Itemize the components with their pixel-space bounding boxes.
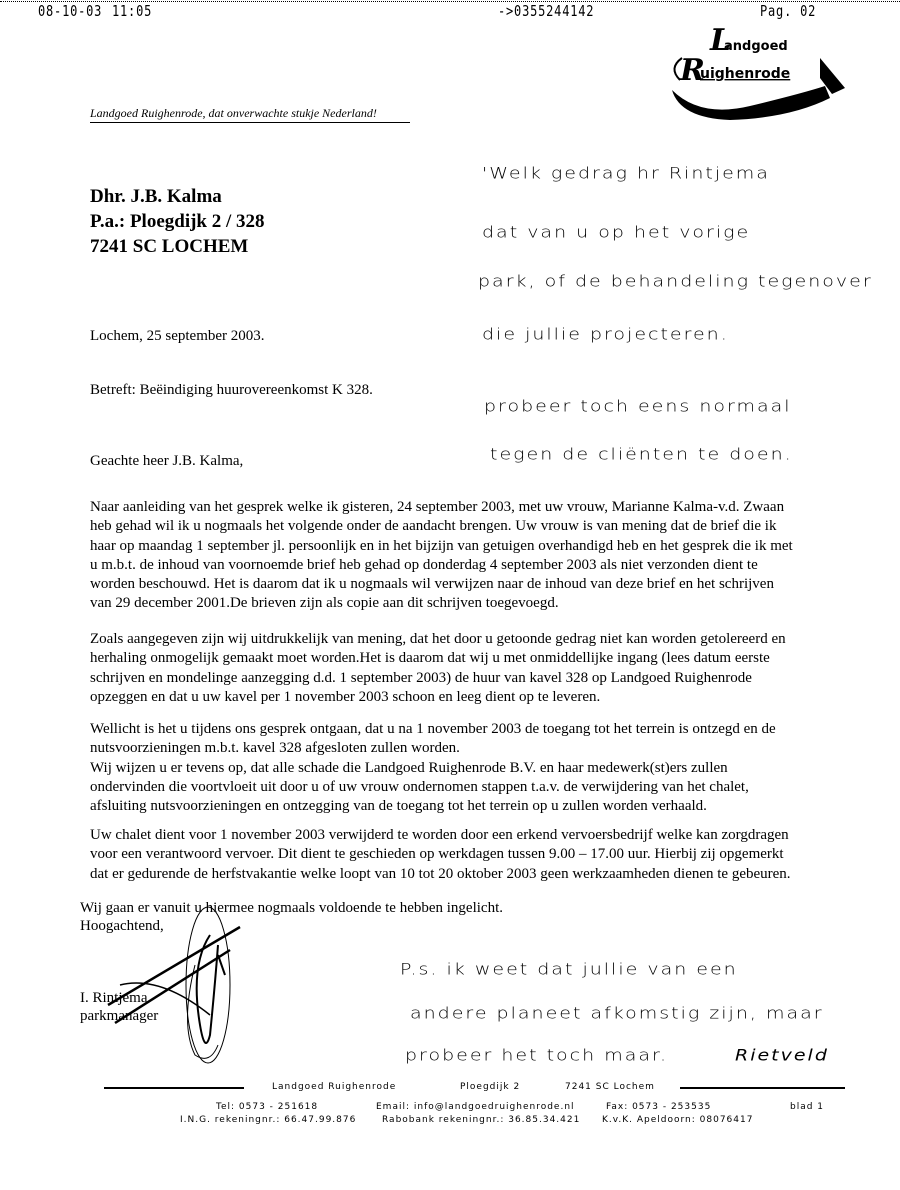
date-line: Lochem, 25 september 2003. <box>90 328 265 344</box>
recipient-address: P.a.: Ploegdijk 2 / 328 <box>90 211 265 232</box>
paragraph-1: Naar aanleiding van het gesprek welke ik gisteren, 24 september 2003, met uw vrouw, Marianne Kalma-v.d. Zwaan heb gehad wil ik u nogmaals het volgende onder de aandacht brengen. Uw vrouw is van mening dat de brief die ik haar op maandag 1 september jl. persoonlijk en in het bijzijn van getuigen overhandigd heb en het gesprek die ik met u m.b.t. de inhoud van voornoemde brief heb gehad op donderdag 4 september 2003 als niet verzonden dient te worden beschouwd. Het is daarom dat ik u nogmaals wil verwijzen naar de inhoud van deze brief en het schrijven van 29 december 2001.De brieven zijn als copie aan dit schrijven toegevoegd. <box>90 499 793 612</box>
footer-tel: Tel: 0573 - 251618 <box>216 1102 319 1112</box>
paragraph-3: Wellicht is het u tijdens ons gesprek ontgaan, dat u na 1 november 2003 de toegang tot het terrein is ontzegd en de nutsvoorzieningen m.b.t. kavel 328 afgesloten zullen worden. Wij wijzen u er tevens op, dat alle schade die Landgoed Ruighenrode B.V. en haar medewerk(st)ers zullen ondervinden die voortvloeit uit door u of uw vrouw ondernomen stappen t.a.v. de verwijdering van het chalet, afsluiting nutsvoorzieningen en ontzegging van de toegang tot het terrein op u zullen worden verhaald. <box>90 721 776 815</box>
handwritten-note-line-1: 'Welk gedrag hr Rintjema <box>482 164 770 183</box>
recipient-name: Dhr. J.B. Kalma <box>90 186 222 207</box>
fax-number: ->0355244142 <box>498 2 595 20</box>
footer-fax: Fax: 0573 - 253535 <box>606 1102 712 1112</box>
handwritten-note-line-3: park, of de behandeling tegenover <box>478 272 873 291</box>
footer-city: 7241 SC Lochem <box>565 1082 655 1092</box>
recipient-city: 7241 SC LOCHEM <box>90 236 249 257</box>
signature-scribble <box>100 905 250 1070</box>
svg-text:L: L <box>710 28 732 58</box>
company-logo <box>660 28 850 123</box>
svg-text:uighenrode: uighenrode <box>700 66 791 82</box>
handwritten-note-line-5: probeer toch eens normaal <box>484 397 792 416</box>
paragraph-4: Uw chalet dient voor 1 november 2003 verwijderd te worden door een erkend vervoersbedrijf welke kan zorgdragen voor een verantwoord vervoer. Dit dient te geschieden op werkdagen tussen 9.00 – 17.00 uur. Hierbij zij opgemerkt dat er gedurende de herfstvakantie welke loopt van 10 tot 20 oktober 2003 geen werkzaamheden dienen te gebeuren. <box>90 827 791 882</box>
subject-line: Betreft: Beëindiging huurovereenkomst K 328. <box>90 382 373 398</box>
footer-company: Landgoed Ruighenrode <box>272 1082 397 1092</box>
footer-kvk: K.v.K. Apeldoorn: 08076417 <box>602 1115 754 1125</box>
handwritten-signature: Rietveld <box>735 1046 829 1065</box>
fax-date: 08-10-03 <box>38 2 103 20</box>
signer-name: I. Rintjema <box>80 990 148 1006</box>
footer-ing: I.N.G. rekeningnr.: 66.47.99.876 <box>180 1115 357 1125</box>
signer-role: parkmanager <box>80 1008 159 1024</box>
fax-page: Pag. 02 <box>760 2 817 20</box>
paragraph-2: Zoals aangegeven zijn wij uitdrukkelijk van mening, dat het door u getoonde gedrag niet kan worden getolereerd en herhaling onmogelijk gemaakt moet worden.Het is daarom dat wij u met onmiddellijke ingang (lees datum eerste schrijven en mondelinge aanzegging d.d. 1 september 2003) de huur van kavel 328 op Landgoed Ruighenrode opzeggen en dat u uw kavel per 1 november 2003 schoon en leeg dient op te leveren. <box>90 631 786 705</box>
closing-line: Wij gaan er vanuit u hiermee nogmaals voldoende te hebben ingelicht. <box>80 900 504 916</box>
closing-greeting: Hoogachtend, <box>80 918 164 934</box>
handwritten-ps-line-1: P.s. ik weet dat jullie van een <box>400 960 738 979</box>
salutation: Geachte heer J.B. Kalma, <box>90 453 244 469</box>
handwritten-note-line-6: tegen de cliënten te doen. <box>490 445 793 464</box>
svg-text:R: R <box>680 53 705 88</box>
svg-text:andgoed: andgoed <box>724 39 788 54</box>
footer-page: blad 1 <box>790 1102 825 1112</box>
footer-street: Ploegdijk 2 <box>460 1082 521 1092</box>
footer-rule-left <box>104 1087 244 1089</box>
footer-rabo: Rabobank rekeningnr.: 36.85.34.421 <box>382 1115 581 1125</box>
footer-rule-right <box>680 1087 845 1089</box>
handwritten-note-line-2: dat van u op het vorige <box>482 223 751 242</box>
handwritten-note-line-4: die jullie projecteren. <box>482 325 729 344</box>
handwritten-ps-line-2: andere planeet afkomstig zijn, maar <box>410 1004 824 1023</box>
handwritten-ps-line-3: probeer het toch maar. <box>405 1046 669 1065</box>
tagline: Landgoed Ruighenrode, dat onverwachte stukje Nederland! <box>90 106 410 123</box>
fax-time: 11:05 <box>112 2 153 20</box>
footer-email: Email: info@landgoedruighenrode.nl <box>376 1102 575 1112</box>
